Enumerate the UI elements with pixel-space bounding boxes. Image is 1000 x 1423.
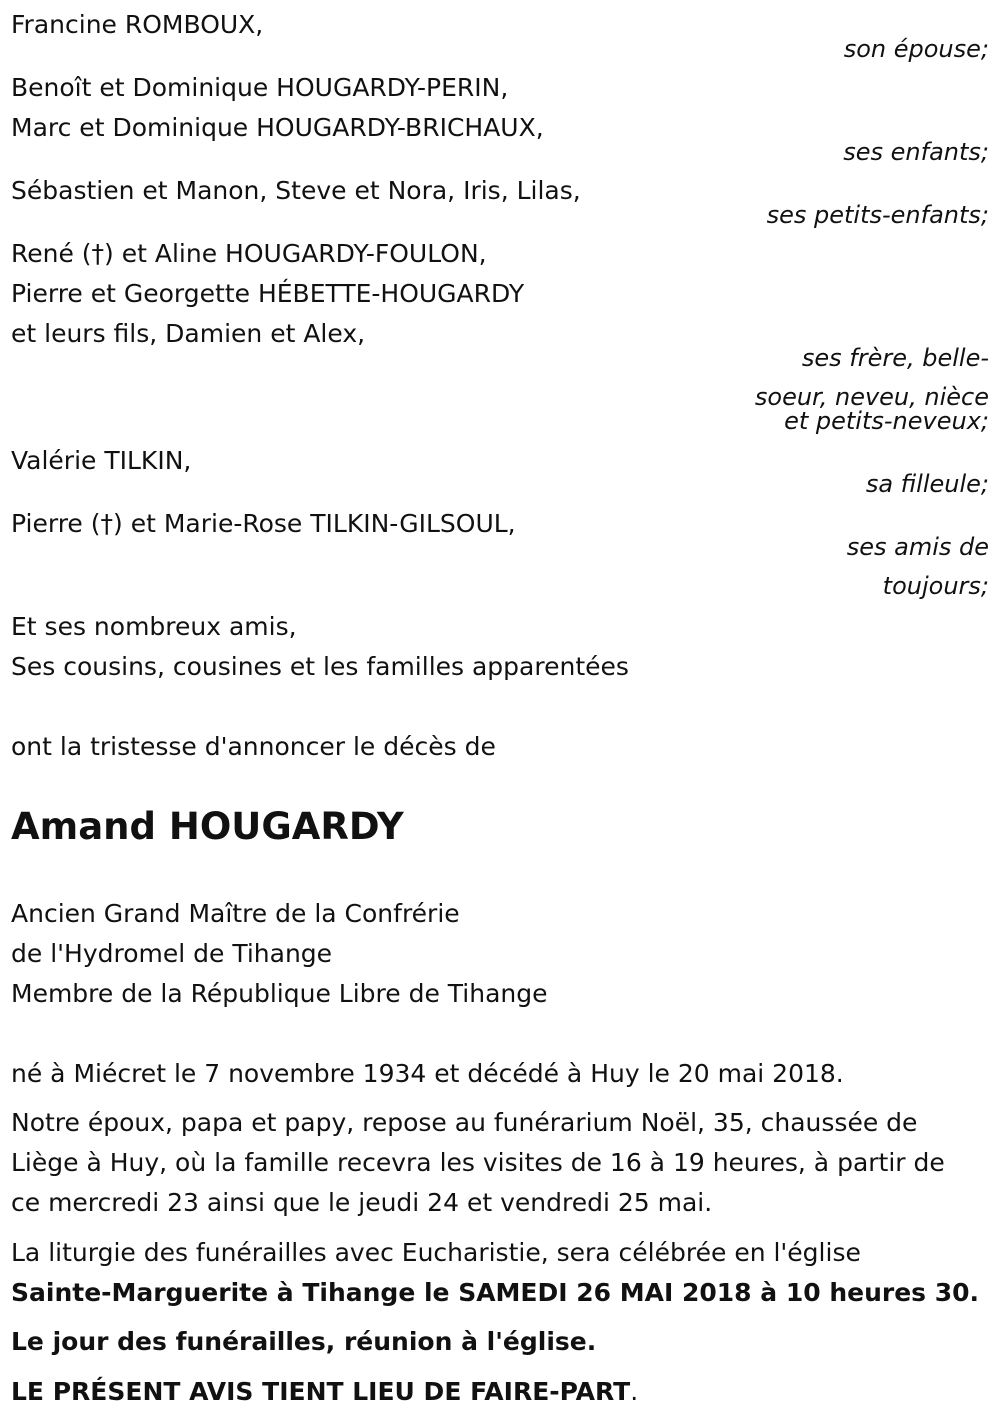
deceased-title-2: de l'Hydromel de Tihange xyxy=(11,939,333,968)
siblings-line-2: Pierre et Georgette HÉBETTE-HOUGARDY xyxy=(11,279,525,308)
birth-death-line: né à Miécret le 7 novembre 1934 et décédé à Huy le 20 mai 2018. xyxy=(11,1059,844,1088)
notice-period: . xyxy=(630,1377,639,1406)
spouse-role: son épouse; xyxy=(843,35,989,63)
goddaughter-line: Valérie TILKIN, xyxy=(11,446,192,475)
notice-text: LE PRÉSENT AVIS TIENT LIEU DE FAIRE-PART xyxy=(11,1377,631,1406)
children-line-1: Benoît et Dominique HOUGARDY-PERIN, xyxy=(11,73,509,102)
siblings-role-3: et petits-neveux; xyxy=(784,407,989,435)
grandchildren-role: ses petits-enfants; xyxy=(766,201,989,229)
friends-role-2: toujours; xyxy=(882,572,989,600)
visitation-line-1: Notre époux, papa et papy, repose au funérarium Noël, 35, chaussée de xyxy=(11,1108,918,1137)
deceased-name: Amand HOUGARDY xyxy=(11,805,404,848)
deceased-title-3: Membre de la République Libre de Tihange xyxy=(11,979,548,1008)
visitation-line-3: ce mercredi 23 ainsi que le jeudi 24 et vendredi 25 mai. xyxy=(11,1188,713,1217)
friends-role-1: ses amis de xyxy=(846,533,989,561)
children-line-2: Marc et Dominique HOUGARDY-BRICHAUX, xyxy=(11,113,544,142)
announcement-text: ont la tristesse d'annoncer le décès de xyxy=(11,732,496,761)
siblings-line-1: René (†) et Aline HOUGARDY-FOULON, xyxy=(11,239,487,268)
friends-line: Pierre (†) et Marie-Rose TILKIN-GILSOUL, xyxy=(11,509,516,538)
siblings-line-3: et leurs fils, Damien et Alex, xyxy=(11,319,366,348)
others-line-2: Ses cousins, cousines et les familles apparentées xyxy=(11,652,629,681)
goddaughter-role: sa filleule; xyxy=(865,470,989,498)
children-role: ses enfants; xyxy=(843,138,989,166)
deceased-title-1: Ancien Grand Maître de la Confrérie xyxy=(11,899,460,928)
grandchildren-line: Sébastien et Manon, Steve et Nora, Iris, Lilas, xyxy=(11,176,581,205)
siblings-role-1: ses frère, belle- xyxy=(801,344,989,372)
visitation-line-2: Liège à Huy, où la famille recevra les visites de 16 à 19 heures, à partir de xyxy=(11,1148,945,1177)
siblings-role-2: soeur, neveu, nièce xyxy=(754,383,989,411)
liturgy-line-1: La liturgie des funérailles avec Eucharistie, sera célébrée en l'église xyxy=(11,1238,861,1267)
liturgy-line-2: Sainte-Marguerite à Tihange le SAMEDI 26 MAI 2018 à 10 heures 30. xyxy=(11,1278,980,1307)
spouse-name: Francine ROMBOUX, xyxy=(11,10,264,39)
notice-line xyxy=(11,1377,638,1407)
others-line-1: Et ses nombreux amis, xyxy=(11,612,297,641)
meeting-line: Le jour des funérailles, réunion à l'église. xyxy=(11,1327,597,1356)
